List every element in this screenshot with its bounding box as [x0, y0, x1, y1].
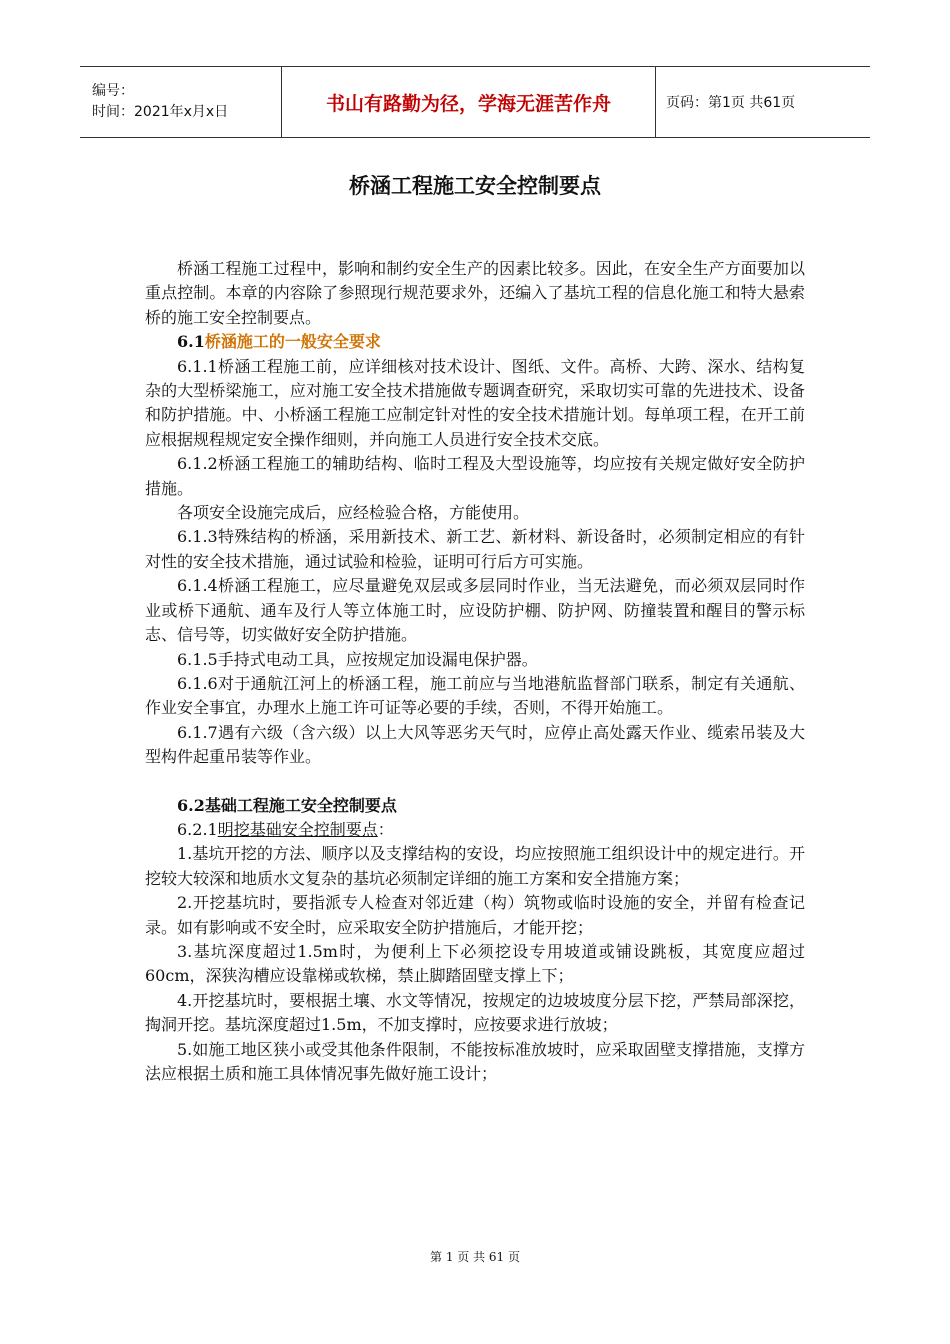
- subsection-number: 6.2.1: [177, 819, 218, 839]
- subsection-title: 明挖基础安全控制要点: [217, 819, 378, 839]
- paragraph: 6.1.2桥涵工程施工的辅助结构、临时工程及大型设施等，均应按有关规定做好安全防护措施。: [145, 454, 805, 498]
- paragraph: 6.1.6对于通航江河上的桥涵工程，施工前应与当地港航监督部门联系，制定有关通航、作业安全事宜，办理水上施工许可证等必要的手续，否则，不得开始施工。: [145, 673, 805, 718]
- document-number-label: 编号：: [92, 83, 134, 99]
- page-footer: 第 1 页 共 61 页: [430, 1250, 520, 1264]
- header-motto: 书山有路勤为径，学海无涯苦作舟: [282, 67, 656, 137]
- paragraph: 6.1.3特殊结构的桥涵，采用新技术、新工艺、新材料、新设备时，必须制定相应的有针对性的安全技术措施，通过试验和检验，证明可行后方可实施。: [145, 527, 805, 571]
- section-heading-6-2: 6.2基础工程施工安全控制要点: [177, 795, 397, 815]
- subsection-heading: [145, 818, 805, 842]
- page-header: [80, 66, 870, 138]
- document-body: [145, 257, 805, 1086]
- list-item: 2.开挖基坑时，要指派专人检查对邻近建（构）筑物或临时设施的安全，并留有检查记录。如有影响或不安全时，应采取安全防护措施后，才能开挖；: [145, 893, 805, 937]
- list-item: 3.基坑深度超过1.5m时，为便利上下必须挖设专用坡道或铺设跳板，其宽度应超过60cm，深狭沟槽应设靠梯或软梯，禁止脚踏固壁支撑上下；: [145, 941, 805, 986]
- paragraph: 各项安全设施完成后，应经检验合格，方能使用。: [177, 503, 530, 523]
- list-item: 4.开挖基坑时，要根据土壤、水文等情况，按规定的边坡坡度分层下挖，严禁局部深挖，掏洞开挖。基坑深度超过1.5m，不加支撑时，应按要求进行放坡；: [145, 990, 805, 1035]
- intro-paragraph: 桥涵工程施工过程中，影响和制约安全生产的因素比较多。因此，在安全生产方面要加以重点控制。本章的内容除了参照现行规范要求外，还编入了基坑工程的信息化施工和特大悬索桥的施工安全控制要点。: [145, 259, 805, 327]
- section-title-highlight: 桥涵施工的一般安全要求: [204, 332, 381, 352]
- header-meta: [80, 67, 282, 137]
- header-page-info: 页码：第1页 共61页: [666, 95, 796, 111]
- section-heading-6-1: [145, 330, 805, 354]
- section-number: 6.1: [177, 332, 205, 352]
- paragraph: 6.1.7遇有六级（含六级）以上大风等恶劣天气时，应停止高处露天作业、缆索吊装及大型构件起重吊装等作业。: [145, 722, 805, 767]
- document-title: 桥涵工程施工安全控制要点: [349, 174, 601, 198]
- paragraph: 6.1.1桥涵工程施工前，应详细核对技术设计、图纸、文件。高桥、大跨、深水、结构复杂的大型桥梁施工，应对施工安全技术措施做专题调查研究，采取切实可靠的先进技术、设备和防护措施。中、小桥涵工程施工应制定针对性的安全技术措施计划。每单项工程，在开工前应根据规程规定安全操作细则，并向施工人员进行安全技术交底。: [145, 356, 805, 449]
- paragraph: 6.1.5手持式电动工具，应按规定加设漏电保护器。: [177, 649, 538, 669]
- document-date: 时间：2021年x月x日: [92, 104, 229, 120]
- list-item: 5.如施工地区狭小或受其他条件限制，不能按标准放坡时，应采取固壁支撑措施，支撑方法应根据土质和施工具体情况事先做好施工设计；: [145, 1039, 805, 1083]
- subsection-tail: ：: [377, 819, 394, 839]
- paragraph: 6.1.4桥涵工程施工，应尽量避免双层或多层同时作业，当无法避免，而必须双层同时作业或桥下通航、通车及行人等立体施工时，应设防护棚、防护网、防撞装置和醒目的警示标志、信号等，切实做好安全防护措施。: [145, 576, 805, 645]
- list-item: 1.基坑开挖的方法、顺序以及支撑结构的安设，均应按照施工组织设计中的规定进行。开挖较大较深和地质水文复杂的基坑必须制定详细的施工方案和安全措施方案；: [145, 844, 805, 888]
